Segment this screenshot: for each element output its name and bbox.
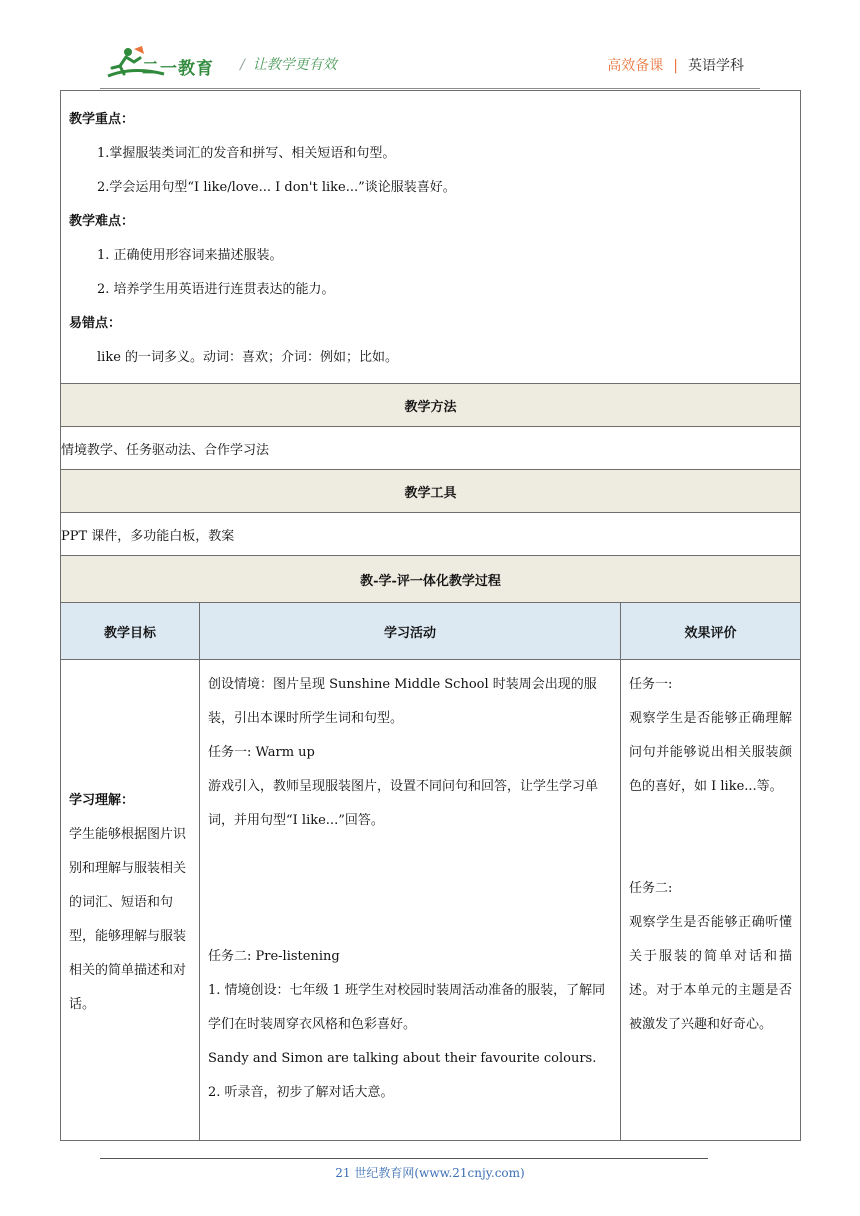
eval-task1-text: 观察学生是否能够正确理解问句并能够说出相关服装颜色的喜好，如 I like...等。 — [629, 711, 793, 794]
activity-task2-step1: 1. 情境创设：七年级 1 班学生对校园时装周活动准备的服装，了解同学们在时装周穿衣风格和色彩喜好。 — [208, 983, 606, 1032]
key-points-cell — [61, 91, 801, 384]
activity-task2-english: Sandy and Simon are talking about their favourite colours. — [208, 1051, 597, 1066]
activity-task2-step2: 2. 听录音，初步了解对话大意。 — [208, 1085, 394, 1100]
footer-text: 21 世纪教育网(www.21cnjy.com) — [335, 1166, 525, 1180]
key-point-item: 2.学会运用句型“I like/love... I don't like...”谈论服装喜好。 — [97, 180, 456, 195]
goal-text: 学生能够根据图片识别和理解与服装相关的词汇、短语和句型，能够理解与服装相关的简单描述和对话。 — [69, 827, 187, 1012]
goal-title: 学习理解： — [69, 793, 135, 808]
header-tag-subject: 英语学科 — [688, 58, 744, 74]
process-heading: 教-学-评一体化教学过程 — [61, 556, 801, 603]
activity-task1-title: 任务一: Warm up — [208, 745, 315, 760]
key-points-heading: 教学重点： — [69, 112, 135, 127]
header-tag-prep: 高效备课 — [607, 58, 664, 74]
column-header-evaluation: 效果评价 — [621, 603, 801, 660]
key-point-item: 1.掌握服装类词汇的发音和拼写、相关短语和句型。 — [97, 146, 396, 161]
methods-heading: 教学方法 — [61, 384, 801, 427]
methods-text: 情境教学、任务驱动法、合作学习法 — [61, 427, 801, 470]
logo-text: 二一教育 — [142, 59, 214, 79]
lesson-plan-table — [60, 90, 801, 1141]
activity-task1-text: 游戏引入，教师呈现服装图片，设置不同问句和回答，让学生学习单词，并用句型“I like...”回答。 — [208, 779, 599, 828]
header-divider — [100, 88, 760, 89]
eval-task1-title: 任务一: — [629, 677, 673, 692]
error-point-text: like 的一词多义。动词：喜欢；介词：例如；比如。 — [97, 350, 399, 365]
eval-task2-text: 观察学生是否能够正确听懂关于服装的简单对话和描述。对于本单元的主题是否被激发了兴趣和好奇心。 — [629, 915, 793, 1032]
page-header — [0, 0, 860, 90]
difficult-point-item: 1. 正确使用形容词来描述服装。 — [97, 248, 283, 263]
evaluation-cell — [621, 660, 801, 1141]
header-tags: 高效备课 | 英语学科 — [607, 58, 744, 74]
header-slogan: / 让教学更有效 — [240, 57, 337, 73]
activity-situation: 创设情境：图片呈现 Sunshine Middle School 时装周会出现的服装，引出本课时所学生词和句型。 — [208, 677, 597, 726]
tools-heading: 教学工具 — [61, 470, 801, 513]
eval-task2-title: 任务二: — [629, 881, 673, 896]
activity-cell — [200, 660, 621, 1141]
activity-task2-title: 任务二: Pre-listening — [208, 949, 340, 964]
difficult-point-item: 2. 培养学生用英语进行连贯表达的能力。 — [97, 282, 335, 297]
footer-divider — [100, 1158, 708, 1159]
difficult-points-heading: 教学难点： — [69, 214, 135, 229]
error-points-heading: 易错点： — [69, 316, 122, 331]
tools-text: PPT 课件，多功能白板，教案 — [61, 513, 801, 556]
column-header-activity: 学习活动 — [200, 603, 621, 660]
goal-cell — [61, 660, 200, 1141]
column-header-goal: 教学目标 — [61, 603, 200, 660]
